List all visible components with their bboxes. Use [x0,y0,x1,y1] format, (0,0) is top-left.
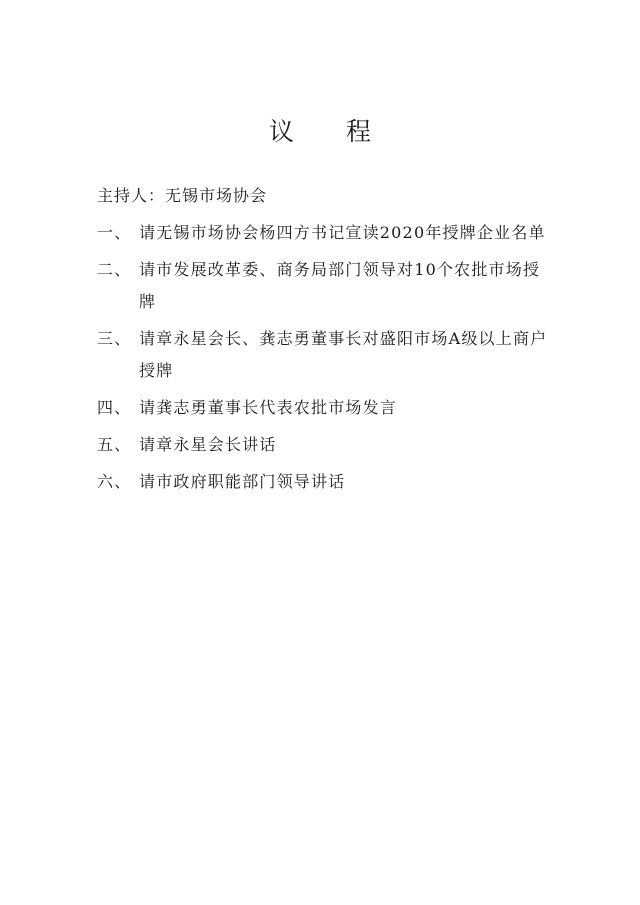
agenda-item-2 [97,254,557,318]
host-line: 主持人：无锡市场协会 [97,186,268,205]
agenda-item-number: 六、 [97,472,132,491]
agenda-item-4 [97,392,557,424]
title-char-1: 议 [268,117,294,146]
agenda-item-number: 四、 [97,398,132,417]
agenda-item-number: 二、 [97,260,132,279]
agenda-item-number: 三、 [97,329,132,348]
page-title [0,112,640,148]
agenda-item-number: 五、 [97,435,132,454]
agenda-item-number: 一、 [97,223,132,242]
title-char-2: 程 [346,117,372,146]
agenda-item-text: 请章永星会长讲话 [139,435,277,454]
agenda-item-3 [97,323,557,387]
agenda-item-text: 请章永星会长、龚志勇董事长对盛阳市场A级以上商户授牌 [139,329,548,380]
agenda-item-text: 请龚志勇董事长代表农批市场发言 [139,398,398,417]
agenda-item-5 [97,429,557,461]
agenda-item-1 [97,217,557,249]
agenda-item-text: 请市发展改革委、商务局部门领导对10个农批市场授牌 [139,260,541,311]
agenda-list [97,217,557,503]
agenda-item-text: 请市政府职能部门领导讲话 [139,472,346,491]
agenda-item-text: 请无锡市场协会杨四方书记宣读2020年授牌企业名单 [139,223,546,242]
agenda-item-6 [97,466,557,498]
